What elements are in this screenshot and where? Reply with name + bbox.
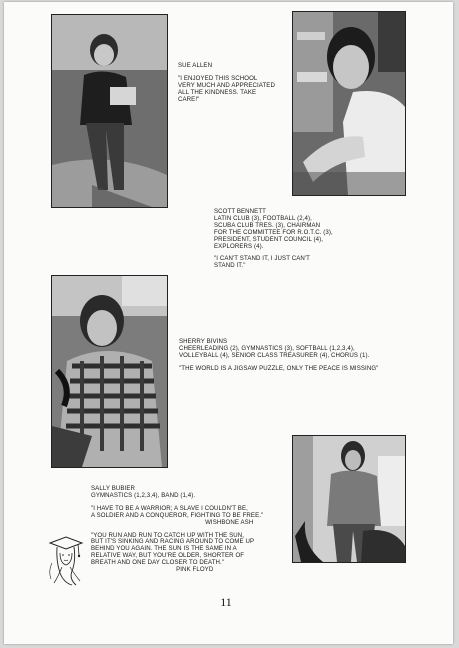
student-name: SCOTT BENNETT <box>214 208 266 215</box>
caption-sherry-bivins <box>179 339 378 373</box>
quote-line: STAND IT." <box>214 262 246 270</box>
activities-line: PRESIDENT, STUDENT COUNCIL (4), <box>214 235 324 243</box>
activities-line: FOR THE COMMITTEE FOR R.O.T.C. (3), <box>214 228 333 236</box>
caption-scott-bennett <box>214 209 333 270</box>
photo-scott-bennett <box>292 11 406 196</box>
photo-sue-allen <box>51 14 168 208</box>
quote-line: "YOU RUN AND RUN TO CATCH UP WITH THE SUN, <box>91 531 245 539</box>
caption-sally-bubier <box>91 486 263 574</box>
activities-line: CHEERLEADING (2), GYMNASTICS (3), SOFTBALL (1,2,3,4), <box>179 344 355 352</box>
page-number: 11 <box>220 595 232 609</box>
quote-line: "I CAN'T STAND IT, I JUST CAN'T <box>214 255 310 263</box>
quote-line: BUT IT'S SINKING AND RACING AROUND TO COME UP <box>91 538 255 546</box>
quote-line: BEHIND YOU AGAIN. THE SUN IS THE SAME IN A <box>91 545 237 553</box>
photo-sally-bubier <box>292 435 406 563</box>
quote-line: VERY MUCH AND APPRECIATED <box>178 81 275 89</box>
quote-line: "I HAVE TO BE A WARRIOR; A SLAVE I COULDN'T BE, <box>91 504 248 512</box>
student-name: SUE ALLEN <box>178 62 213 69</box>
activities-line: EXPLORERS (4). <box>214 242 264 250</box>
student-name: SALLY BUBIER <box>91 485 135 492</box>
quote-credit: PINK FLOYD <box>176 566 214 574</box>
quote-line: ALL THE KINDNESS. TAKE <box>178 88 257 96</box>
quote-line: A SOLDIER AND A CONQUEROR, FIGHTING TO BE FREE." <box>91 511 264 519</box>
student-name: SHERRY BIVINS <box>179 338 228 345</box>
quote-line: RELATIVE WAY, BUT YOU'RE OLDER, SHORTER OF <box>91 552 245 560</box>
activities-line: LATIN CLUB (3), FOOTBALL (2,4), <box>214 214 312 222</box>
activities-line: VOLLEYBALL (4), SENIOR CLASS TREASURER (4), CHORUS (1). <box>179 351 370 359</box>
graduate-doodle-icon <box>42 533 86 587</box>
quote-line: "I ENJOYED THIS SCHOOL <box>178 74 258 82</box>
activities-line: GYMNASTICS (1,2,3,4), BAND (1,4). <box>91 491 196 499</box>
quote-credit: WISHBONE ASH <box>205 518 254 526</box>
activities-line: SCUBA CLUB TRES. (3), CHAIRMAN <box>214 221 321 229</box>
caption-sue-allen <box>178 63 275 104</box>
yearbook-page <box>4 2 453 644</box>
quote-line: "THE WORLD IS A JIGSAW PUZZLE, ONLY THE PEACE IS MISSING" <box>179 364 379 372</box>
quote-line: BREATH AND ONE DAY CLOSER TO DEATH." <box>91 559 225 567</box>
quote-line: CARE!" <box>178 95 200 103</box>
photo-sherry-bivins <box>51 275 168 468</box>
